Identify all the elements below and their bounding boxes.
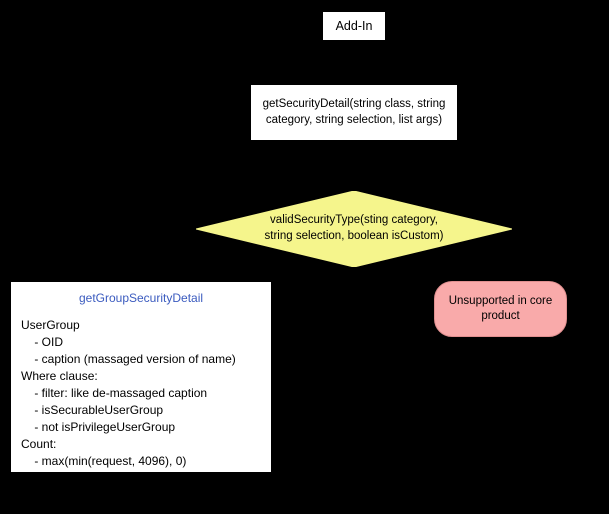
panel-line: UserGroup <box>21 318 80 333</box>
node-get-security-detail-label: getSecurityDetail(string class, string category, string selection, list args) <box>262 97 446 126</box>
panel-title: getGroupSecurityDetail <box>78 291 204 305</box>
node-unsupported-label: Unsupported in core product <box>448 295 553 322</box>
panel-line: - filter: like de-massaged caption <box>21 386 208 401</box>
node-add-in-label: Add-In <box>335 18 373 33</box>
node-valid-security-type-label: validSecurityType(sting category, string selection, boolean isCustom) <box>264 214 444 242</box>
node-get-security-detail[interactable] <box>250 84 458 141</box>
panel-line: Count: <box>21 437 57 452</box>
node-get-group-security-detail[interactable] <box>10 281 272 473</box>
node-unsupported-in-core-product[interactable] <box>434 281 567 337</box>
panel-line: - not isPrivilegeUserGroup <box>21 420 176 435</box>
panel-line: - max(min(request, 4096), 0) <box>21 454 187 469</box>
panel-line: Where clause: <box>21 369 98 384</box>
node-add-in[interactable] <box>322 11 386 41</box>
node-valid-security-type[interactable] <box>196 191 512 267</box>
panel-line: - isSecurableUserGroup <box>21 403 164 418</box>
panel-line: - OID <box>21 335 63 350</box>
panel-line: - caption (massaged version of name) <box>21 352 236 367</box>
